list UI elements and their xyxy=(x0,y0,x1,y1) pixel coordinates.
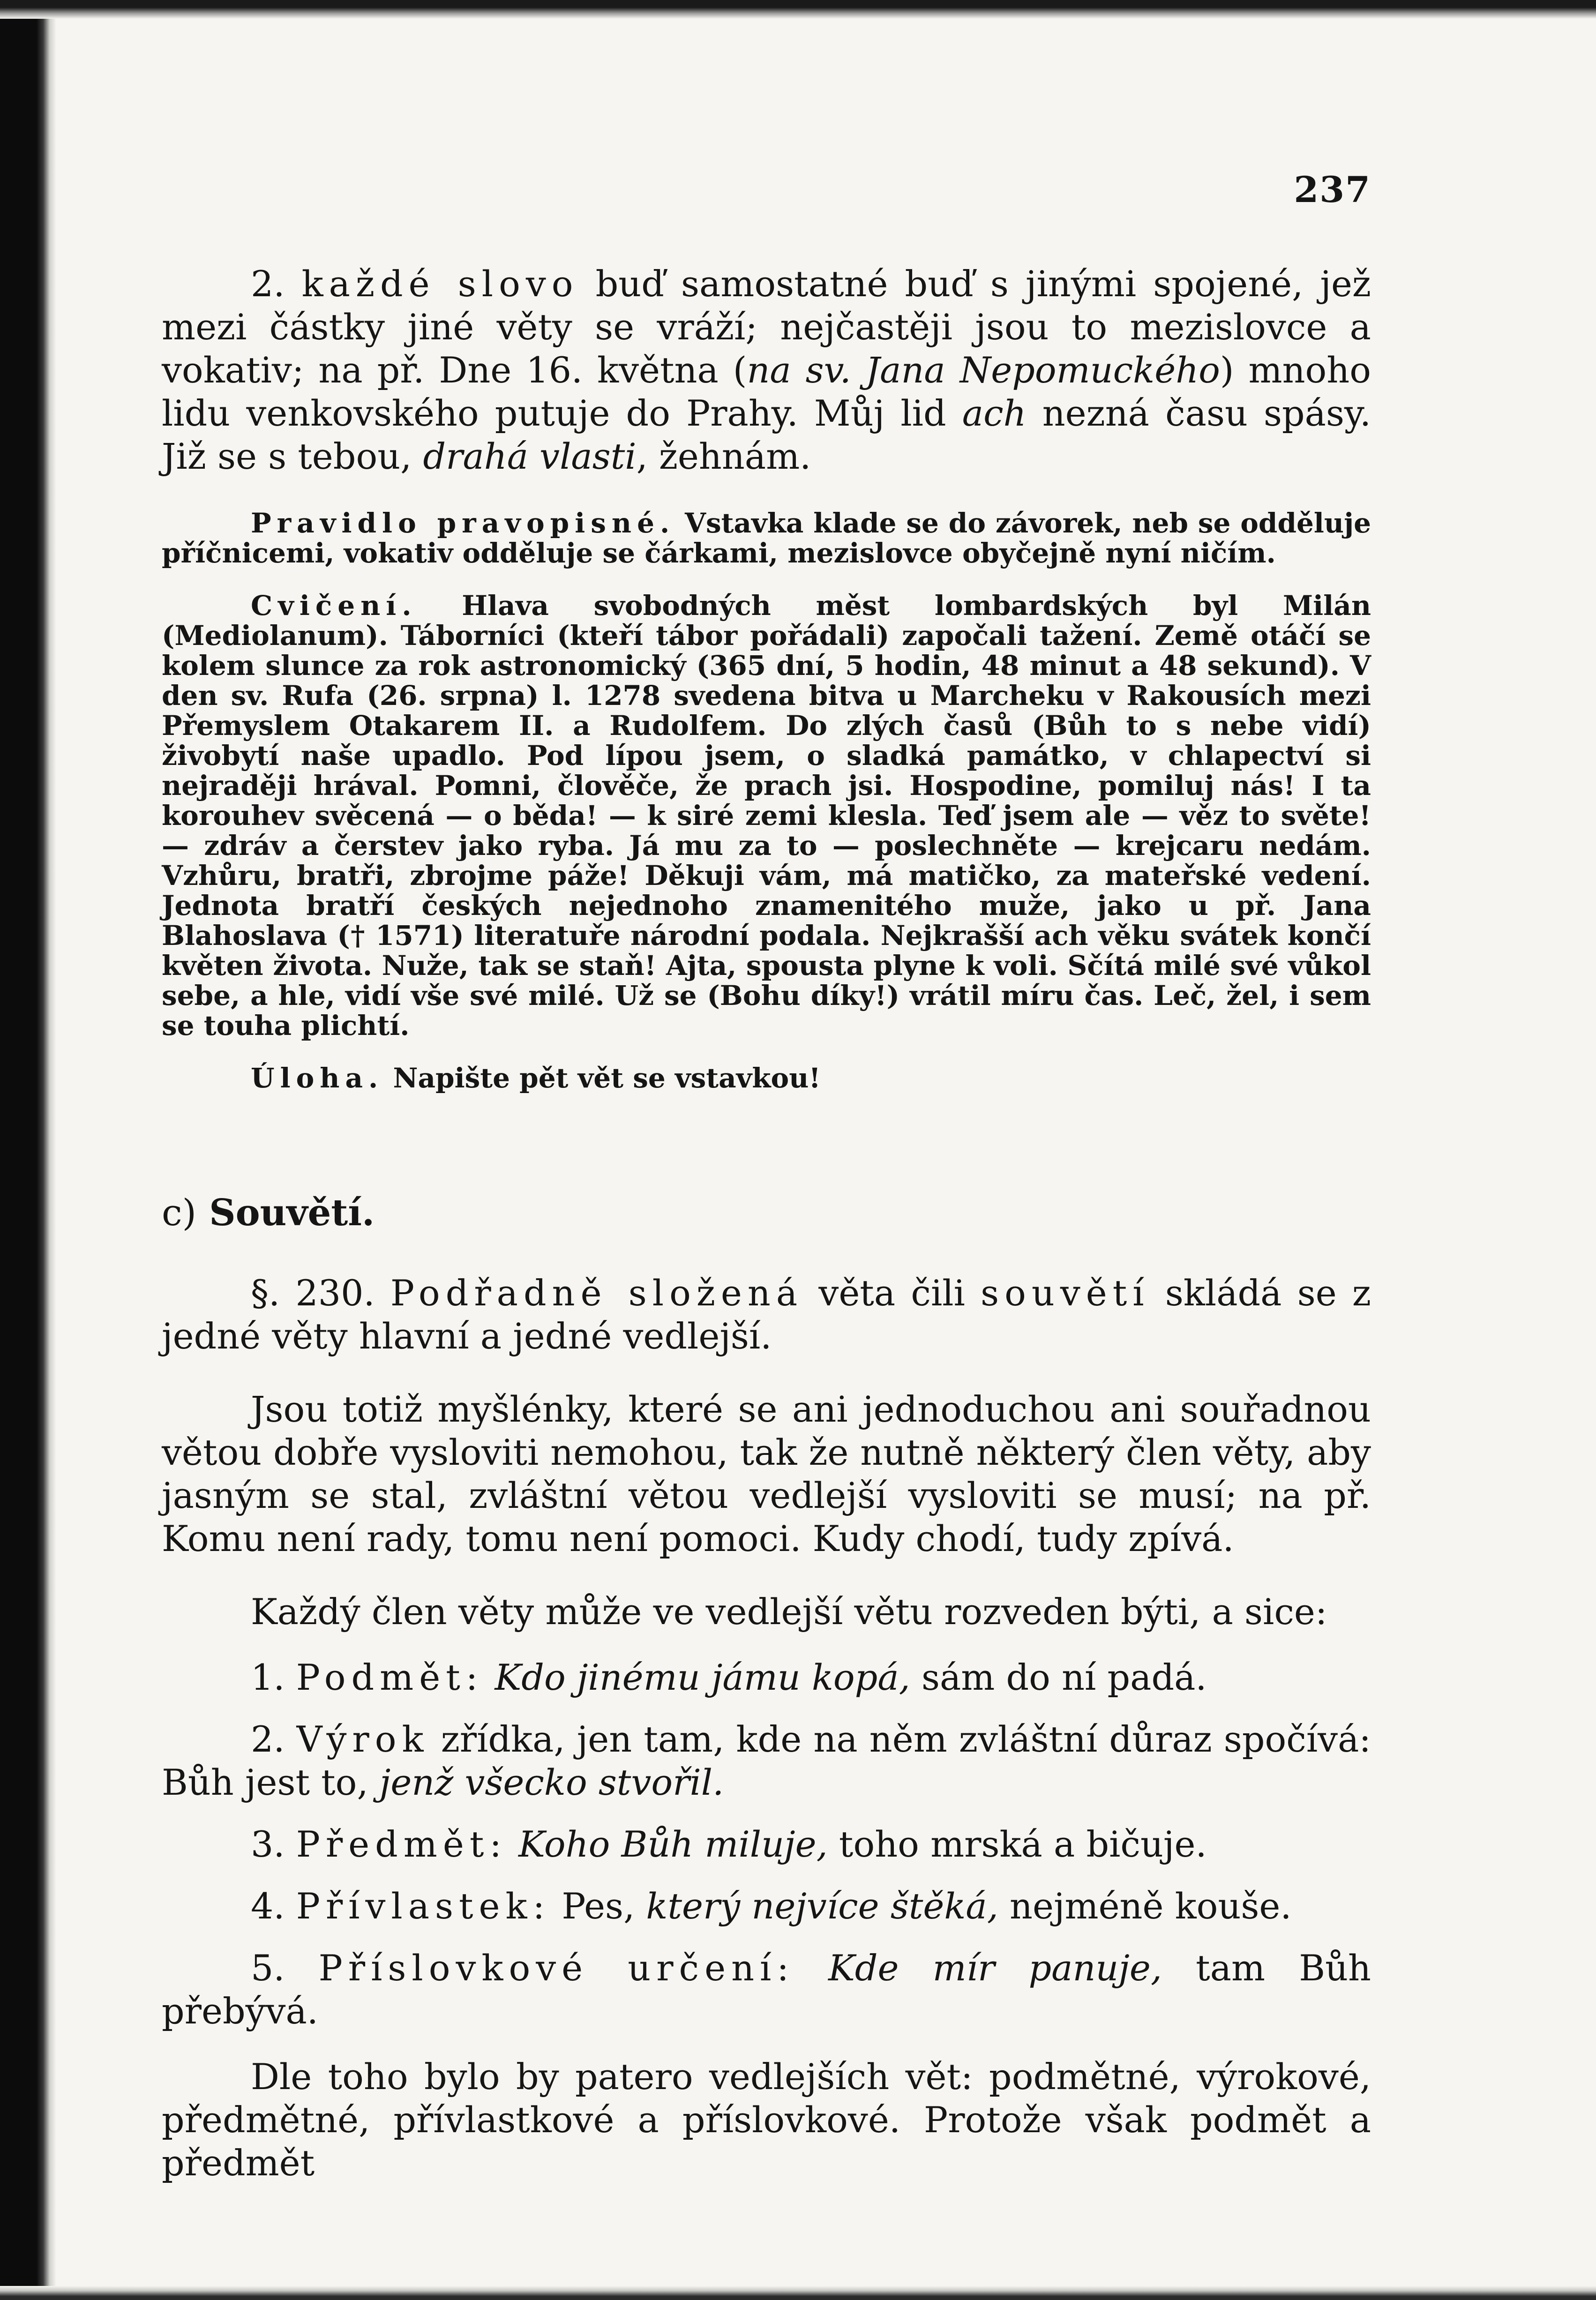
list-item: 4. Přívlastek: Pes, který nejvíce štěká, nejméně kouše. xyxy=(251,1885,1292,1927)
page-number: 237 xyxy=(1294,169,1371,210)
section-letter: c) xyxy=(162,1192,197,1234)
list-item: 2. Výrok zřídka, jen tam, kde na něm zvláštní důraz spočívá: Bůh jest to, jenž všecko stvořil. xyxy=(162,1718,1371,1803)
paragraph-members: Každý člen věty může ve vedlejší větu rozveden býti, a sice: xyxy=(251,1591,1327,1633)
scan-top-edge xyxy=(0,0,1596,19)
scan-bottom-edge xyxy=(0,2286,1596,2300)
body-text xyxy=(162,262,1371,2185)
list-item: 3. Předmět: Koho Bůh miluje, toho mrská a bičuje. xyxy=(251,1823,1207,1865)
spaced-term: Výrok xyxy=(296,1718,429,1760)
spaced-term: Podmět: xyxy=(296,1656,484,1698)
spelling-rule: Pravidlo pravopisné. Vstavka klade se do závorek, neb se odděluje příčnicemi, vokativ odděluje se čárkami, mezislovce obyčejně nyní ničím. xyxy=(162,507,1371,569)
exercise-label: Cvičení. xyxy=(251,590,417,622)
paragraph-last: Dle toho bylo by patero vedlejších vět: podmětné, výrokové, předmětné, přívlastkové a příslovkové. Protože však podmět a předmět xyxy=(162,2056,1371,2184)
spaced-term: každé slovo xyxy=(301,263,579,305)
rule-label: Pravidlo pravopisné. xyxy=(251,507,675,539)
spaced-term: souvětí xyxy=(981,1272,1150,1314)
italic-example: drahá vlasti xyxy=(423,435,637,477)
list-item: 1. Podmět: Kdo jinému jámu kopá, sám do ní padá. xyxy=(251,1656,1207,1698)
section-number: §. 230. xyxy=(251,1272,375,1314)
task-label: Úloha. xyxy=(251,1062,384,1094)
italic-example: na sv. Jana Nepomuckého xyxy=(747,349,1220,391)
italic-example: ach xyxy=(962,392,1027,434)
list-item: 5. Příslovkové určení: Kde mír panuje, tam Bůh přebývá. xyxy=(162,1947,1371,2032)
spaced-term: Přívlastek: xyxy=(296,1885,551,1927)
task: Úloha. Napište pět vět se vstavkou! xyxy=(251,1062,821,1094)
scan-left-edge xyxy=(0,0,56,2300)
spaced-term: Podřadně složená xyxy=(390,1272,803,1314)
section-title: Souvětí. xyxy=(209,1191,375,1234)
spaced-term: Příslovkové určení: xyxy=(318,1947,794,1989)
paragraph-thoughts: Jsou totiž myšlénky, které se ani jednoduchou ani souřadnou větou dobře vysloviti nemohou, tak že nutně některý člen věty, aby jasným se stal, zvláštní větou vedlejší vysloviti se musí; na př. Komu není rady, tomu není pomoci. Kudy chodí, tudy zpívá. xyxy=(162,1388,1371,1559)
paragraph-230: §. 230. Podřadně složená věta čili souvětí skládá se z jedné věty hlavní a jedné vedlejší. xyxy=(162,1272,1371,1357)
section-heading xyxy=(162,1191,1371,1234)
paragraph-number: 2. xyxy=(251,263,285,305)
paragraph-2: 2. každé slovo buď samostatné buď s jinými spojené, jež mezi částky jiné věty se vráží; nejčastěji jsou to mezislovce a vokativ; na př. Dne 16. května (na sv. Jana Nepomuckého) mnoho lidu venkovského putuje do Prahy. Můj lid ach nezná času spásy. Již se s tebou, drahá vlasti, žehnám. xyxy=(162,263,1371,477)
exercise: Cvičení. Hlava svobodných měst lombardských byl Milán (Mediolanum). Táborníci (kteří tábor pořádali) započali tažení. Země otáčí se kolem slunce za rok astronomický (365 dní, 5 hodin, 48 minut a 48 sekund). V den sv. Rufa (26. srpna) l. 1278 svedena bitva u Marcheku v Rakousích mezi Přemyslem Otakarem II. a Rudolfem. Do zlých časů (Bůh to s nebe vidí) živobytí naše upadlo. Pod lípou jsem, o sladká památko, v chlapectví si nejraději hrával. Pomni, člověče, že prach jsi. Hospodine, pomiluj nás! I ta korouhev svěcená — o běda! — k siré zemi klesla. Teď jsem ale — věz to světe! — zdráv a čerstev jako ryba. Já mu za to — poslechněte — krejcaru nedám. Vzhůru, bratři, zbrojme páže! Děkuji vám, má matičko, za mateřské vedení. Jednota bratří českých nejednoho znamenitého muže, jako u př. Jana Blahoslava († 1571) literatuře národní podala. Nejkrašší ach věku svátek končí květen života. Nuže, tak se staň! Ajta, spousta plyne k voli. Sčítá milé své vůkol sebe, a hle, vidí vše své milé. Už se (Bohu díky!) vrátil míru čas. Leč, žel, i sem se touha plichtí. xyxy=(162,590,1371,1041)
spaced-term: Předmět: xyxy=(296,1823,507,1865)
